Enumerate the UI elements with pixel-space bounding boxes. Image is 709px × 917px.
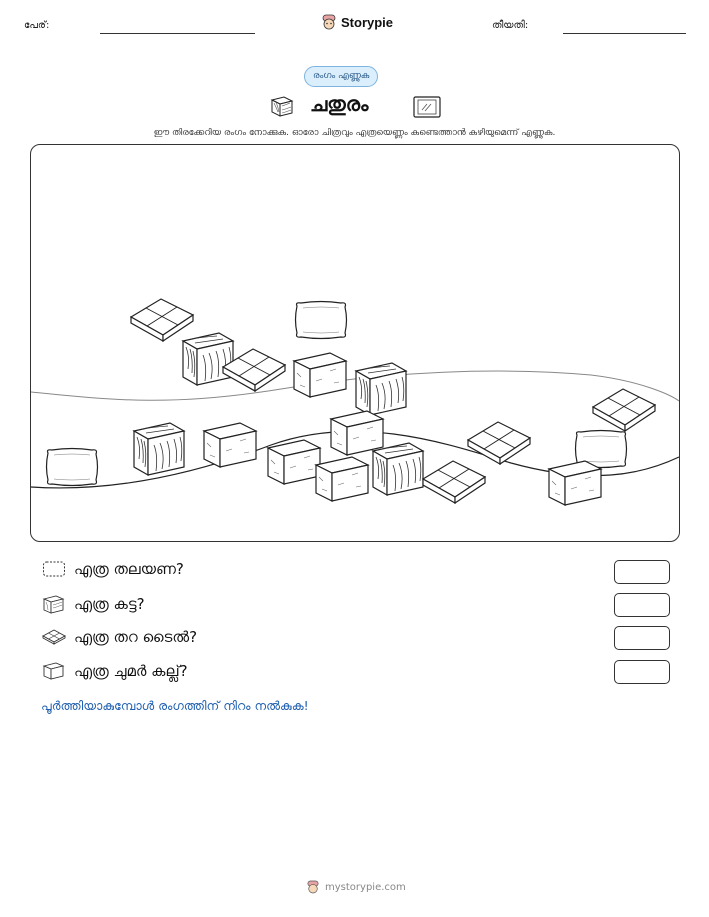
floor-tile	[423, 461, 485, 503]
brand-logo	[322, 14, 393, 30]
storypie-mascot-icon	[307, 880, 319, 894]
answer-box-brick[interactable]	[614, 660, 670, 684]
answer-box-pillow[interactable]	[614, 560, 670, 584]
brick-icon	[42, 661, 66, 681]
square-frame-icon	[413, 96, 441, 118]
question-brick	[42, 661, 188, 681]
pillow-icon	[42, 560, 66, 578]
name-label: പേര്:	[24, 20, 50, 31]
page-title: ചതുരം	[310, 92, 369, 116]
activity-badge: രംഗം എണ്ണുക	[304, 66, 378, 87]
question-text: എത്ര ചുമർ കല്ല്?	[74, 662, 188, 680]
wood-block-icon	[268, 94, 296, 118]
instructions: ഈ തിരക്കേറിയ രംഗം നോക്കുക. ഓരോ ചിത്രവും എത്രയെണ്ണം കണ്ടെത്താൻ കഴിയുമെന്ന് എണ്ണുക.	[153, 128, 556, 138]
date-field[interactable]	[563, 33, 686, 34]
brick	[204, 423, 256, 467]
brick	[549, 461, 601, 505]
question-floor-tile	[42, 628, 197, 646]
storypie-mascot-icon	[322, 14, 336, 30]
brick	[294, 353, 346, 397]
question-text: എത്ര തറ ടൈൽ?	[74, 628, 198, 646]
pillow	[47, 449, 98, 486]
name-field[interactable]	[100, 33, 255, 34]
footer	[307, 880, 406, 894]
wood-block	[183, 333, 233, 385]
floor-tile-icon	[42, 628, 66, 646]
scene-illustration	[31, 145, 679, 541]
question-text: എത്ര തലയണ?	[74, 560, 184, 578]
floor-tile	[593, 389, 655, 431]
brand-name: Storypie	[341, 14, 394, 30]
wood-block	[356, 363, 406, 415]
brick	[316, 457, 368, 501]
date-label: തീയതി:	[492, 20, 529, 31]
wood-block-icon	[42, 594, 66, 614]
wood-block	[134, 423, 184, 475]
floor-tile	[468, 422, 530, 464]
answer-box-floor-tile[interactable]	[614, 626, 670, 650]
coloring-instruction: പൂർത്തിയാകുമ്പോൾ രംഗത്തിന് നിറം നൽകുക!	[41, 698, 309, 713]
floor-tile	[131, 299, 193, 341]
wood-block	[373, 443, 423, 495]
scene-box	[30, 144, 680, 542]
answer-box-wood-block[interactable]	[614, 593, 670, 617]
footer-url[interactable]: mystorypie.com	[325, 881, 406, 893]
brick	[268, 440, 320, 484]
question-text: എത്ര കട്ട?	[74, 595, 145, 613]
pillow	[296, 302, 347, 339]
question-wood-block	[42, 594, 145, 614]
question-pillow	[42, 560, 184, 578]
brick	[331, 411, 383, 455]
